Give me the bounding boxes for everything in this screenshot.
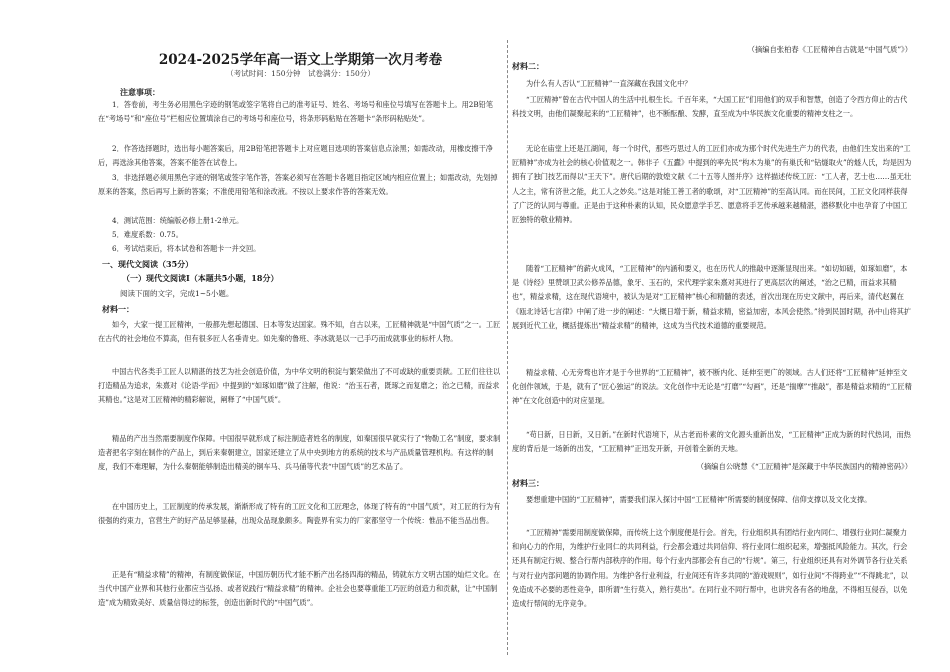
material1-source: （摘编自张柏春《工匠精神自古就是“中国气质”》）	[747, 45, 912, 54]
material1-label: 材料一：	[102, 304, 134, 314]
note-item: 3．非选择题必须用黑色字迹的钢笔或签字笔作答，答案必须写在答题卡各题目指定区域内相应位置上；如需改动，先划掉原来的答案，然后再写上新的答案；不准使用铅笔和涂改液。不按以上要求作答的答案无效。	[98, 173, 498, 197]
notes-heading: 注意事项：	[120, 87, 160, 97]
section-subheading: （一）现代文阅读Ⅰ（本题共5小题，18分）	[122, 273, 279, 283]
note-item: 4．测试范围：统编版必修上册1-2单元。	[112, 216, 244, 225]
material2-paragraph: “苟日新，日日新，又日新。”在新时代语境下，从古老而朴素的文化源头重新出发，“工匠精神”正成为新的时代热词，而热度的背后是一场新的出发，“工匠精神”正迅发开新，开创着全新的天地。	[512, 430, 911, 454]
material1-paragraph: 正是有“精益求精”的精神，有制度做保证，中国历朝历代才能不断产出名扬四海的精品，铸就东方文明古国的灿烂文化。在当代中国产业界和其他行业都应当弘扬、或者说践行“精益求精”的精神。企社会也要尊重能工巧匠的创造力和贡献，让“中国制造”成为精致美好、质量信得过的标签，创造出新时代的“中国气质”。	[98, 570, 501, 608]
material1-paragraph: 在中国历史上，工匠制度的传承发展，渐渐形成了特有的工匠文化和工匠理念，体现了特有的“中国气质”，对工匠的行为有很强的约束力，官营生产的好产品足够显赫，出现众品现象颇多。陶瓷界有实力的厂家都坚守一个传统：惟品不能当品出售。	[98, 502, 501, 526]
material2-paragraph: 随着“工匠精神”的薪火成风，“工匠精神”的内涵和要义，也在历代人的推敲中逐渐显现出来。“如切如磋，如琢如磨”，本是《诗经》里赞颂卫武公修养品德，象牙、玉石的，宋代理学家朱熹对其进行了更高层次的阐述，“治之已精，而益求其精也”，精益求精，这在现代语境中，被认为是对“工匠精神”核心和精髓的表述，首次出现在历史文献中，再后来，清代赵翼在《瓯北诗话七言律》中阐了进一步的阐述：“大概日增于新，精益求精，密益加密，本风会使然。”待到民国时期，孙中山将其扩展到近代工业，概括提炼出“精益求精”的精神，这成为当代技术道德的重要规范。	[512, 264, 912, 330]
material3-paragraph: “工匠精神”需要用制度做保障，而传统上这个制度便是行会。首先，行业组织具有团结行业内同仁、增强行业同仁凝聚力和向心力的作用，为维护行业同仁的共同利益，行会都会通过共同信仰、将行业同仁组织起来，增强抵风险能力。其次，行会还具有制定行规、整合行帮内部秩序的作用。每个行业内部都会有自己的“行规”。第三，行业组织还具有对外调节各行业关系与对行业内部问题的协调作用。为维护各行业利益，行业间还有许多共同的“游戏规则”，如行业间“不得跨业”“不得跳北”，以免造成不必要的恶性竞争，即所谓“生行莫入，熟行莫出”。在同行业不同行帮中，也讲究各有各的地盘，不得相互侵吞，以免造成行帮间的无序竞争。	[512, 528, 908, 609]
material1-paragraph: 精品的产出当然需要制度作保障。中国很早就形成了标注制造者姓名的制度，如秦国很早就实行了“物勒工名”制度，要求制造者把名字刻在制作的产品上，到后来秦朝建立，国家还建立了从中央到地方的系统的技术与产品质量管理机构。有这样的制度，我们不难理解，为什么秦朝能够制造出精美的铜车马、兵马俑等代表“中国气质”的艺术品了。	[98, 434, 501, 472]
material3-paragraph: 要想重建中国的“工匠精神”，需要我们深入探讨中国“工匠精神”所需要的制度保障、信仰支撑以及文化支撑。	[526, 495, 872, 504]
note-item: 2．作答选择题时，选出每小题答案后，用2B铅笔把答题卡上对应题目选项的答案信息点涂黑；如需改动，用橡皮擦干净后，再选涂其他答案，答案不能答在试卷上。	[98, 144, 493, 168]
material1-paragraph: 如今，大家一提工匠精神，一般都先想起德国、日本等发达国家。殊不知，自古以来，工匠精神就是“中国气质”之一。工匠在古代的社会地位不算高，但有很多匠人名垂青史。如先秦的鲁班、李冰就是以一己手巧而成就事业的标杆人物。	[98, 320, 501, 344]
note-item: 1．答卷前，考生务必用黑色字迹的钢笔或签字笔将自己的准考证号、姓名、考场号和座位号填写在答题卡上。用2B铅笔在“考场号”和“座位号”栏相应位置填涂自己的考场号和座位号，将条形码粘贴在答题卡“条形码粘贴处”。	[98, 100, 493, 124]
section-heading: 一、现代文阅读（35分）	[102, 259, 194, 269]
material2-paragraph: 无论在庙堂上还是江湖间，每一个时代，那些巧思过人的工匠们亦成为那个时代先进生产力的代表，由他们生发出来的“工匠精神”亦成为社会的核心价值观之一。韩非子《五蠹》中提到的率先民“构木为巢”的有巢氏和“钻燧取火”的燧人氏，均是因为拥有了独门技艺而得以“王天下”。唐代后期的敦煌文献《二十五等人图并序》这样描述传统工匠：“工人者，艺士也……虽无壮人之主，常有济世之能，此工人之妙矣。”这是对能工善工者的歌颂，对“工匠精神”的至高认同。而在民间，工匠文化同样获得了广泛的认同与尊重。正是由于这种朴素的认知，民众愿意学手艺、愿意将手艺传承越来越精湛，潜移默化中也孕育了中国工匠独特的敬业精神。	[512, 144, 912, 225]
material3-label: 材料三：	[512, 478, 544, 488]
exam-subtitle: （考试时间：150分钟 试卷满分：150分）	[226, 69, 375, 78]
material2-paragraph: 为什么有人否认“工匠精神”一直深藏在我国文化中？	[526, 79, 692, 88]
note-item: 6．考试结束后，将本试卷和答题卡一并交回。	[112, 244, 261, 253]
material2-label: 材料二：	[512, 61, 544, 71]
note-item: 5．难度系数：0.75。	[112, 230, 183, 239]
material2-paragraph: “工匠精神”曾在古代中国人的生活中扎根生长。千百年来，“大国工匠”们用他们的双手和智慧，创造了令西方仰止的古代科技文明，由他们凝聚起来的“工匠精神”，也不断酝酿、发酵，直至成为中华民族文化重要的精神支柱之一。	[512, 95, 908, 119]
material2-source: （摘编自公晓慧《“工匠精神”是深藏于中华民族国内的精神密码》）	[696, 462, 912, 471]
column-divider	[507, 40, 508, 655]
material2-paragraph: 精益求精、心无旁骛也许才是于今世界的“工匠精神”，被不断内化、延伸至更广的领域。古人们还将“工匠精神”延伸至文化创作领域，于是，就有了“匠心独运”的说法。文化创作中无论是“打磨”“勾画”，还是“揣摩”“推敲”，都是精益求精的“工匠精神”在文化创造中的对应显现。	[512, 368, 912, 406]
section-instruction: 阅读下面的文字，完成1~5小题。	[120, 289, 234, 298]
material1-paragraph: 中国古代各类手工匠人以精湛的技艺为社会创造价值，为中华文明的积淀与繁荣做出了不可或缺的重要贡献。工匠们往往以打造精品为追求，朱熹对《论语·学而》中提到的“如琢如磨”做了注解，他说：“治玉石者，既琢之而复磨之；治之已精，而益求其精也。”这是对工匠精神的精彩解说，阐释了“中国气质”。	[98, 367, 501, 405]
exam-title: 2024-2025学年高一语文上学期第一次月考卷	[158, 52, 443, 68]
